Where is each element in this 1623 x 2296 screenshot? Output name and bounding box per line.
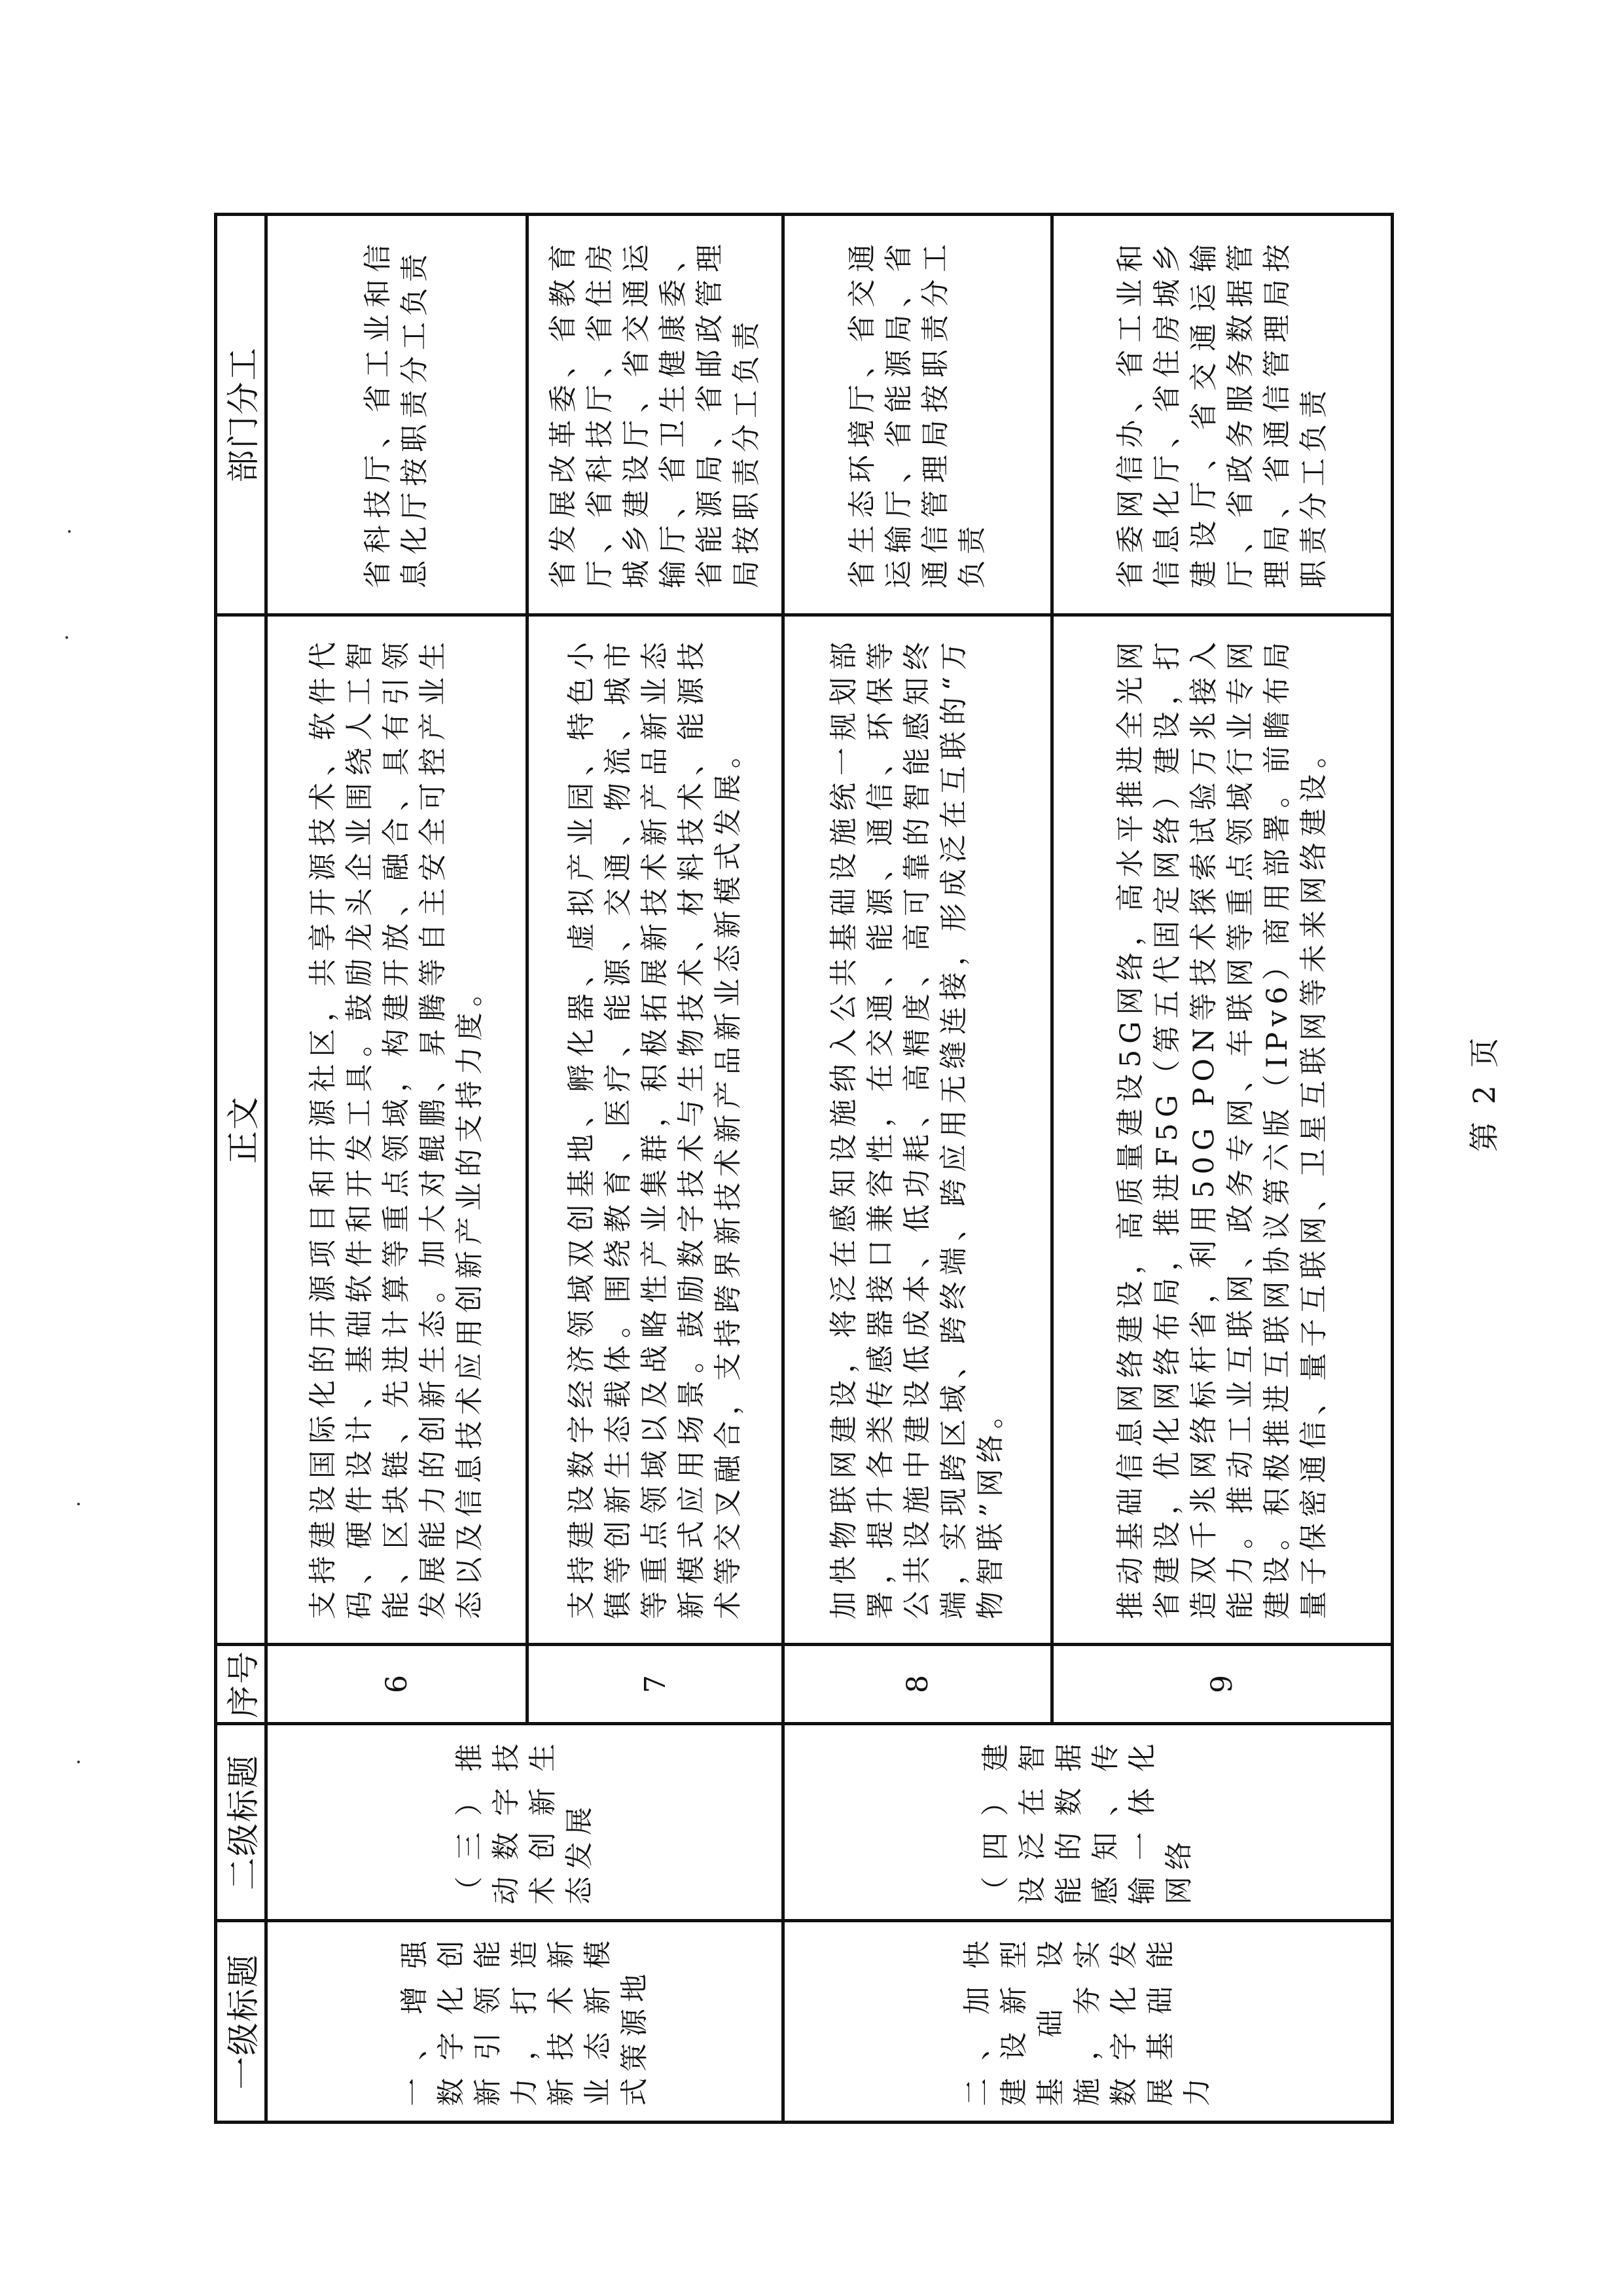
body-text: 支持建设数字经济领域双创基地、孵化器、虚拟产业园、特色小镇等创新生态载体。围绕教育、医疗、能源、交通、物流、城市等重点领域以及战略性产业集群，积极拓展新技术新产品新业态新模式应用场景。鼓励数字技术与生物技术、材料技术、能源技术等交叉融合，支持跨界新技术新产品新业态新模式发展。	[565, 636, 745, 1619]
table-header-row	[216, 215, 266, 2123]
table-row	[266, 215, 527, 2123]
body-cell	[527, 615, 783, 1645]
level2-title: （三）推动数字技术创新生态发展	[453, 1737, 596, 1905]
row-number: 6	[266, 1645, 527, 1724]
header-department: 部门分工	[216, 215, 266, 615]
department-cell	[783, 215, 1052, 615]
scan-speck	[77, 1761, 80, 1763]
body-text: 支持建设国际化的开源项目和开源社区，共享开源技术、软件代码、硬件设计、基础软件和开发工具。鼓励龙头企业围绕人工智能、区块链、先进计算等重点领域，构建开放、融合、具有引领发展能力的创新生态。加大对鲲鹏、昇腾等自主安全可控产业生态以及信息技术应用创新产业的支持力度。	[307, 636, 486, 1619]
department-text: 省发展改革委、省教育厅、省科技厅、省住房城乡建设厅、省交通运输厅、省卫生健康委、省能源局、省邮政管理局按职责分工负责	[547, 238, 763, 588]
body-cell	[783, 615, 1052, 1645]
row-number: 8	[783, 1645, 1052, 1724]
department-cell	[1052, 215, 1393, 615]
department-text: 省生态环境厅、省交通运输厅、省能源局、省通信管理局按职责分工负责	[846, 238, 989, 588]
body-text: 加快物联网建设，将泛在感知设施纳入公共基础设施统一规划部署，提升各类传感器接口兼容性，在交通、能源、通信、环保等公共设施中建设低成本、低功耗、高精度、高可靠的智能感知终端，实现跨区域、跨终端、跨应用无缝连接，形成泛在互联的“万物智联”网络。	[828, 636, 1007, 1619]
header-level1-title: 一级标题	[216, 1921, 266, 2123]
level2-title: （四）建设泛在智能的数据感知、传输一体化网络	[980, 1737, 1196, 1905]
task-division-table	[214, 213, 1394, 2124]
department-text: 省委网信办、省工业和信息化厅、省住房城乡建设厅、省交通运输厅、省政务服务数据管理局、省通信管理局按职责分工负责	[1114, 238, 1330, 588]
scan-speck	[65, 636, 68, 639]
header-body: 正文	[216, 615, 266, 1645]
department-text: 省科技厅、省工业和信息化厅按职责分工负责	[362, 238, 431, 588]
body-text: 推动基础信息网络建设，高质量建设5G网络，高水平推进全光网省建设，优化网络布局，推进F5G（第五代固定网络）建设，打造双千兆网络标杆省，利用50G PON等技术探索试验万兆接入能力。推动工业互联网、政务专网、车联网等重点领域行业专网建设。积极推进互联网协议第六版（IPv6）商用部署。前瞻布局量子保密通信、量子互联网、卫星互联网等未来网络建设。	[1114, 636, 1330, 1619]
page-number: 第 2 页	[1467, 1033, 1502, 1152]
header-level2-title: 二级标题	[216, 1724, 266, 1921]
level1-title-cell	[266, 1921, 783, 2123]
table-row	[783, 215, 1052, 2123]
department-cell	[527, 215, 783, 615]
header-number: 序号	[216, 1645, 266, 1724]
level2-title-cell	[266, 1724, 783, 1921]
body-cell	[1052, 615, 1393, 1645]
scan-speck	[77, 1503, 80, 1505]
department-cell	[266, 215, 527, 615]
level1-title: 一、增强数字化创新引领能力，打造新技术新业态新模式策源地	[398, 1934, 651, 2106]
rotated-table-frame	[214, 216, 1383, 2124]
level1-title-cell	[783, 1921, 1393, 2123]
level2-title-cell	[783, 1724, 1393, 1921]
body-cell	[266, 615, 527, 1645]
scan-speck	[68, 530, 71, 533]
row-number: 9	[1052, 1645, 1393, 1724]
level1-title: 二、加快建设新型基础设施，夯实数字化发展基础能力	[961, 1934, 1214, 2106]
row-number: 7	[527, 1645, 783, 1724]
